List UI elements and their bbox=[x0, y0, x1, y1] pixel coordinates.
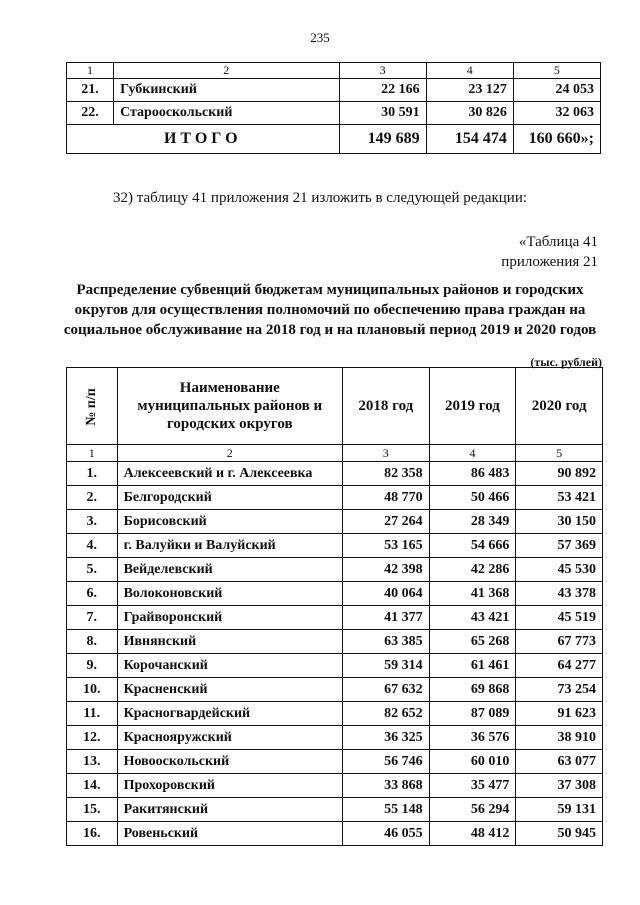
column-number: 4 bbox=[429, 445, 516, 462]
value-2018: 22 166 bbox=[339, 79, 426, 102]
value-2018: 59 314 bbox=[342, 654, 429, 678]
value-2018: 36 325 bbox=[342, 726, 429, 750]
header-number-text: № п/п bbox=[83, 387, 99, 426]
table-row bbox=[67, 462, 603, 486]
district-name: Красногвардейский bbox=[117, 702, 342, 726]
header-name bbox=[117, 368, 342, 445]
value-2020: 43 378 bbox=[516, 582, 603, 606]
value-2019: 30 826 bbox=[426, 102, 513, 125]
value-2020: 91 623 bbox=[516, 702, 603, 726]
column-number: 4 bbox=[426, 63, 513, 79]
district-name: Старооскольский bbox=[114, 102, 339, 125]
table-row bbox=[67, 654, 603, 678]
value-2018: 42 398 bbox=[342, 558, 429, 582]
total-label: ИТОГО bbox=[67, 125, 340, 154]
value-2018: 40 064 bbox=[342, 582, 429, 606]
district-name: Губкинский bbox=[114, 79, 339, 102]
district-name: Краснояружский bbox=[117, 726, 342, 750]
row-number: 15. bbox=[67, 798, 118, 822]
value-2019: 60 010 bbox=[429, 750, 516, 774]
table-reference-line1: «Таблица 41 bbox=[518, 234, 598, 250]
table-row bbox=[67, 726, 603, 750]
value-2019: 50 466 bbox=[429, 486, 516, 510]
table-row bbox=[67, 798, 603, 822]
total-2019: 154 474 bbox=[426, 125, 513, 154]
value-2020: 30 150 bbox=[516, 510, 603, 534]
value-2018: 55 148 bbox=[342, 798, 429, 822]
header-2018: 2018 год bbox=[342, 368, 429, 445]
header-name-line: муниципальных районов и bbox=[137, 398, 323, 414]
value-2020: 73 254 bbox=[516, 678, 603, 702]
value-2020: 90 892 bbox=[516, 462, 603, 486]
header-2019: 2019 год bbox=[429, 368, 516, 445]
table-row bbox=[67, 79, 601, 102]
table-row bbox=[67, 606, 603, 630]
value-2018: 41 377 bbox=[342, 606, 429, 630]
value-2020: 37 308 bbox=[516, 774, 603, 798]
value-2020: 32 063 bbox=[513, 102, 600, 125]
district-name: Прохоровский bbox=[117, 774, 342, 798]
table-title-line: Распределение субвенций бюджетам муниципальных районов и городских bbox=[76, 282, 584, 298]
column-number: 2 bbox=[114, 63, 339, 79]
value-2020: 63 077 bbox=[516, 750, 603, 774]
value-2020: 50 945 bbox=[516, 822, 603, 846]
table-title-line: округов для осуществления полномочий по обеспечению права граждан на bbox=[74, 302, 586, 318]
row-number: 10. bbox=[67, 678, 118, 702]
district-name: Белгородский bbox=[117, 486, 342, 510]
row-number: 1. bbox=[67, 462, 118, 486]
total-row bbox=[67, 125, 601, 154]
district-name: Ивнянский bbox=[117, 630, 342, 654]
value-2019: 65 268 bbox=[429, 630, 516, 654]
table-row bbox=[67, 822, 603, 846]
column-number: 5 bbox=[513, 63, 600, 79]
table-row bbox=[67, 702, 603, 726]
column-number: 2 bbox=[117, 445, 342, 462]
row-number: 9. bbox=[67, 654, 118, 678]
value-2018: 48 770 bbox=[342, 486, 429, 510]
table-row bbox=[67, 558, 603, 582]
district-name: Ровеньский bbox=[117, 822, 342, 846]
row-number: 8. bbox=[67, 630, 118, 654]
row-number: 11. bbox=[67, 702, 118, 726]
value-2018: 33 868 bbox=[342, 774, 429, 798]
table-row bbox=[67, 678, 603, 702]
table-row bbox=[67, 774, 603, 798]
district-name: Грайворонский bbox=[117, 606, 342, 630]
total-2020: 160 660»; bbox=[513, 125, 600, 154]
column-number-row bbox=[67, 63, 601, 79]
value-2018: 63 385 bbox=[342, 630, 429, 654]
district-name: Красненский bbox=[117, 678, 342, 702]
table-row bbox=[67, 102, 601, 125]
column-number: 3 bbox=[339, 63, 426, 79]
value-2019: 61 461 bbox=[429, 654, 516, 678]
value-2020: 45 530 bbox=[516, 558, 603, 582]
table-row bbox=[67, 582, 603, 606]
header-name-line: Наименование bbox=[179, 380, 280, 396]
row-number: 5. bbox=[67, 558, 118, 582]
value-2019: 35 477 bbox=[429, 774, 516, 798]
value-2020: 59 131 bbox=[516, 798, 603, 822]
value-2019: 28 349 bbox=[429, 510, 516, 534]
row-number: 13. bbox=[67, 750, 118, 774]
value-2018: 82 652 bbox=[342, 702, 429, 726]
row-number: 3. bbox=[67, 510, 118, 534]
district-name: Алексеевский и г. Алексеевка bbox=[117, 462, 342, 486]
value-2019: 42 286 bbox=[429, 558, 516, 582]
column-number: 1 bbox=[67, 63, 114, 79]
table-title bbox=[50, 280, 610, 340]
value-2018: 46 055 bbox=[342, 822, 429, 846]
row-number: 21. bbox=[67, 79, 114, 102]
amendment-instruction: 32) таблицу 41 приложения 21 изложить в следующей редакции: bbox=[112, 190, 528, 206]
value-2020: 24 053 bbox=[513, 79, 600, 102]
district-name: г. Валуйки и Валуйский bbox=[117, 534, 342, 558]
subvention-table bbox=[66, 367, 603, 846]
value-2018: 56 746 bbox=[342, 750, 429, 774]
value-2019: 87 089 bbox=[429, 702, 516, 726]
value-2019: 48 412 bbox=[429, 822, 516, 846]
value-2019: 56 294 bbox=[429, 798, 516, 822]
value-2020: 57 369 bbox=[516, 534, 603, 558]
value-2019: 36 576 bbox=[429, 726, 516, 750]
value-2019: 54 666 bbox=[429, 534, 516, 558]
district-name: Волоконовский bbox=[117, 582, 342, 606]
table-row bbox=[67, 510, 603, 534]
value-2020: 53 421 bbox=[516, 486, 603, 510]
row-number: 22. bbox=[67, 102, 114, 125]
table-row bbox=[67, 534, 603, 558]
value-2019: 43 421 bbox=[429, 606, 516, 630]
value-2020: 38 910 bbox=[516, 726, 603, 750]
table-row bbox=[67, 630, 603, 654]
value-2018: 67 632 bbox=[342, 678, 429, 702]
value-2019: 69 868 bbox=[429, 678, 516, 702]
header-row bbox=[67, 368, 603, 445]
row-number: 4. bbox=[67, 534, 118, 558]
row-number: 12. bbox=[67, 726, 118, 750]
value-2018: 82 358 bbox=[342, 462, 429, 486]
column-number: 1 bbox=[67, 445, 118, 462]
header-name-line: городских округов bbox=[166, 416, 293, 432]
table-row bbox=[67, 750, 603, 774]
table-body bbox=[67, 462, 603, 846]
continued-table bbox=[66, 62, 601, 154]
table-reference-line2: приложения 21 bbox=[501, 254, 598, 270]
page-number: 235 bbox=[310, 30, 330, 45]
table-row bbox=[67, 486, 603, 510]
row-number: 14. bbox=[67, 774, 118, 798]
column-number: 5 bbox=[516, 445, 603, 462]
value-2019: 23 127 bbox=[426, 79, 513, 102]
row-number: 16. bbox=[67, 822, 118, 846]
column-number: 3 bbox=[342, 445, 429, 462]
column-number-row bbox=[67, 445, 603, 462]
units-label: (тыс. рублей) bbox=[530, 355, 602, 369]
district-name: Новооскольский bbox=[117, 750, 342, 774]
row-number: 2. bbox=[67, 486, 118, 510]
district-name: Ракитянский bbox=[117, 798, 342, 822]
value-2018: 27 264 bbox=[342, 510, 429, 534]
total-2018: 149 689 bbox=[339, 125, 426, 154]
table-title-line: социальное обслуживание на 2018 год и на плановый период 2019 и 2020 годов bbox=[63, 322, 597, 338]
header-number bbox=[67, 368, 118, 445]
value-2020: 67 773 bbox=[516, 630, 603, 654]
value-2018: 53 165 bbox=[342, 534, 429, 558]
value-2020: 64 277 bbox=[516, 654, 603, 678]
district-name: Борисовский bbox=[117, 510, 342, 534]
value-2020: 45 519 bbox=[516, 606, 603, 630]
district-name: Вейделевский bbox=[117, 558, 342, 582]
district-name: Корочанский bbox=[117, 654, 342, 678]
value-2019: 41 368 bbox=[429, 582, 516, 606]
row-number: 7. bbox=[67, 606, 118, 630]
header-2020: 2020 год bbox=[516, 368, 603, 445]
value-2019: 86 483 bbox=[429, 462, 516, 486]
value-2018: 30 591 bbox=[339, 102, 426, 125]
row-number: 6. bbox=[67, 582, 118, 606]
